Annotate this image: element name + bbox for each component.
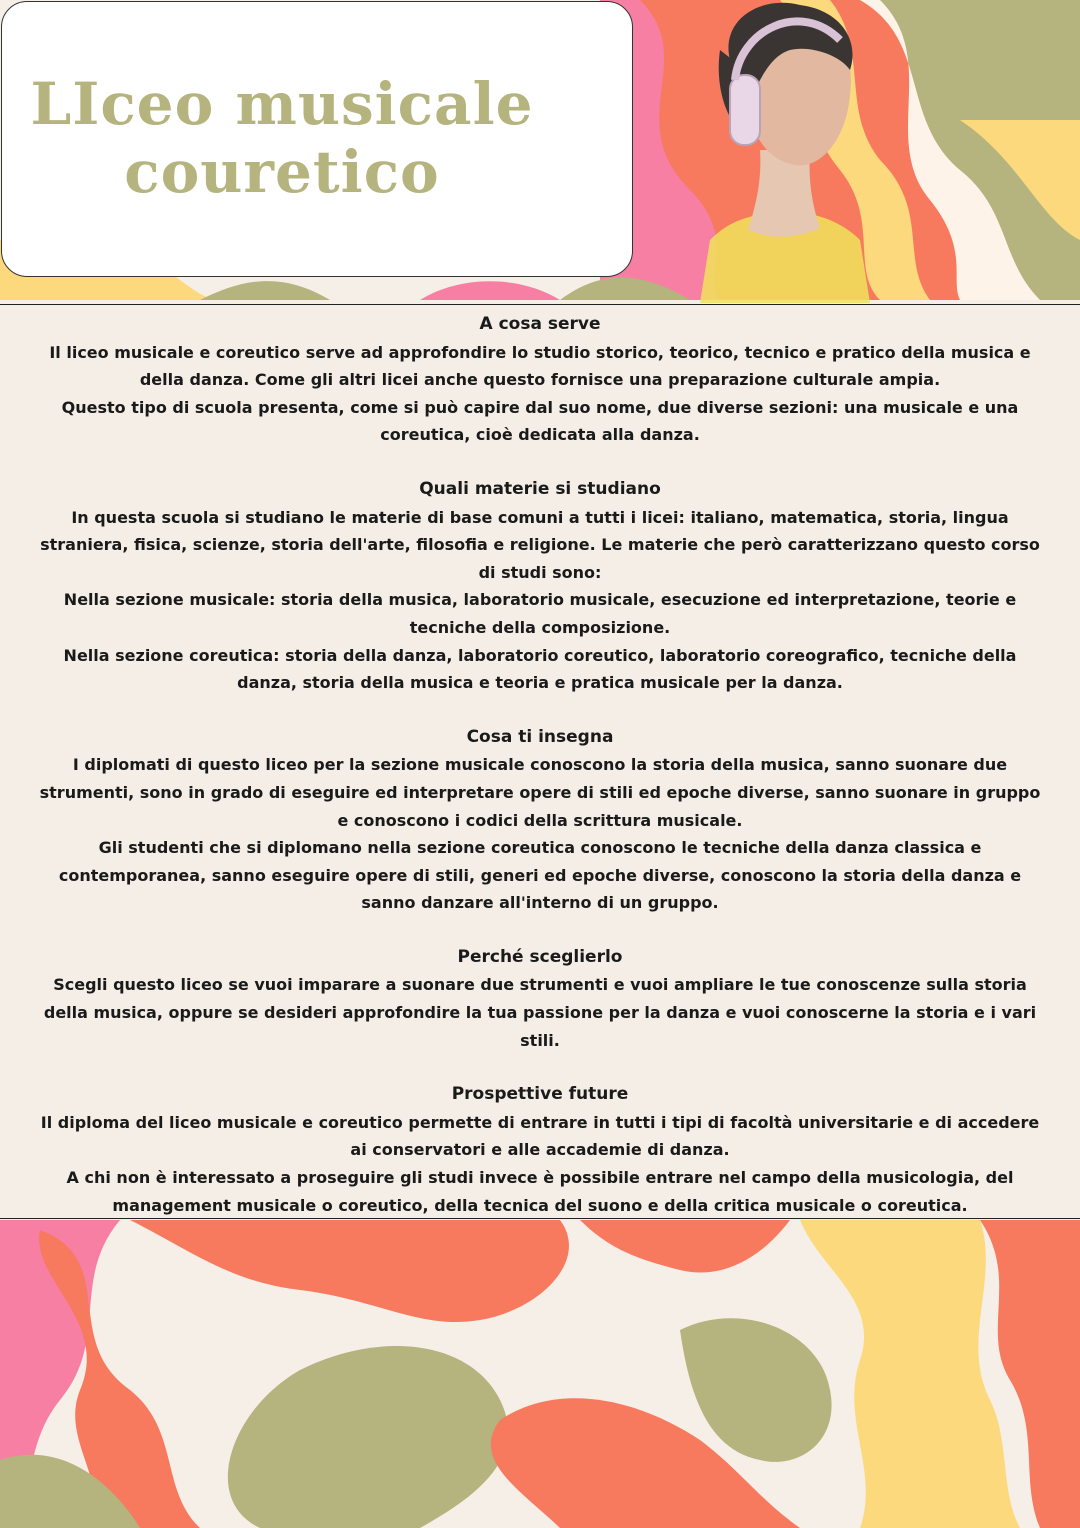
section bbox=[0, 724, 1080, 917]
section-paragraph: Gli studenti che si diplomano nella sezione coreutica conoscono le tecniche della danza classica e contemporanea, sanno eseguire opere di stili, generi ed epoche diverse, conoscono la storia della danza e sanno danzare all'interno di un gruppo. bbox=[58, 838, 1022, 913]
section bbox=[0, 1081, 1080, 1219]
section-paragraph: Scegli questo liceo se vuoi imparare a suonare due strumenti e vuoi ampliare le tue conoscenze sulla storia della musica, oppure se desideri approfondire la tua passione per la danza e vuoi conoscerne la storia e i vari stili. bbox=[43, 975, 1037, 1050]
section-paragraph: Nella sezione coreutica: storia della danza, laboratorio coreutico, laboratorio coreografico, tecniche della danza, storia della musica e teoria e pratica musicale per la danza. bbox=[63, 645, 1017, 693]
section-heading: Prospettive future bbox=[451, 1084, 629, 1105]
content-panel bbox=[0, 304, 1080, 1219]
section-paragraph: Il liceo musicale e coreutico serve ad approfondire lo studio storico, teorico, tecnico e pratico della musica e della danza. Come gli altri licei anche questo fornisce una preparazione culturale ampia. bbox=[49, 342, 1031, 390]
section-paragraph: A chi non è interessato a proseguire gli studi invece è possibile entrare nel campo della musicologia, del management musicale o coreutico, della tecnica del suono e della critica musicale o coreutica. bbox=[66, 1168, 1014, 1215]
section-heading: Quali materie si studiano bbox=[419, 478, 661, 499]
page-title bbox=[2, 70, 562, 206]
title-line-2: couretico bbox=[124, 138, 440, 206]
section-paragraph: In questa scuola si studiano le materie di base comuni a tutti i licei: italiano, matematica, storia, lingua straniera, fisica, scienze, storia dell'arte, filosofia e religione. Le materie che però caratterizzano questo corso di studi sono: bbox=[40, 507, 1040, 582]
title-card bbox=[1, 1, 633, 277]
section bbox=[0, 944, 1080, 1054]
section bbox=[0, 476, 1080, 697]
section-heading: A cosa serve bbox=[479, 314, 601, 334]
section-paragraph: Il diploma del liceo musicale e coreutico permette di entrare in tutti i tipi di facoltà universitarie e di accedere ai conservatori e alle accademie di danza. bbox=[40, 1112, 1040, 1160]
section-paragraph: I diplomati di questo liceo per la sezione musicale conoscono la storia della musica, sanno suonare due strumenti, sono in grado di eseguire ed interpretare opere di stili ed epoche diverse, sanno suonare in gruppo e conoscono i codici della scrittura musicale. bbox=[39, 755, 1041, 830]
section-paragraph: Questo tipo di scuola presenta, come si può capire dal suo nome, due diverse sezioni: una musicale e una coreutica, cioè dedicata alla danza. bbox=[61, 397, 1019, 445]
section-heading: Cosa ti insegna bbox=[466, 726, 614, 747]
title-line-1: LIceo musicale bbox=[30, 70, 534, 138]
section-paragraph: Nella sezione musicale: storia della musica, laboratorio musicale, esecuzione ed interpretazione, teorie e tecniche della composizione. bbox=[63, 590, 1017, 637]
section bbox=[0, 305, 1080, 449]
section-heading: Perché sceglierlo bbox=[457, 946, 623, 967]
portrait-illustration bbox=[690, 0, 870, 303]
